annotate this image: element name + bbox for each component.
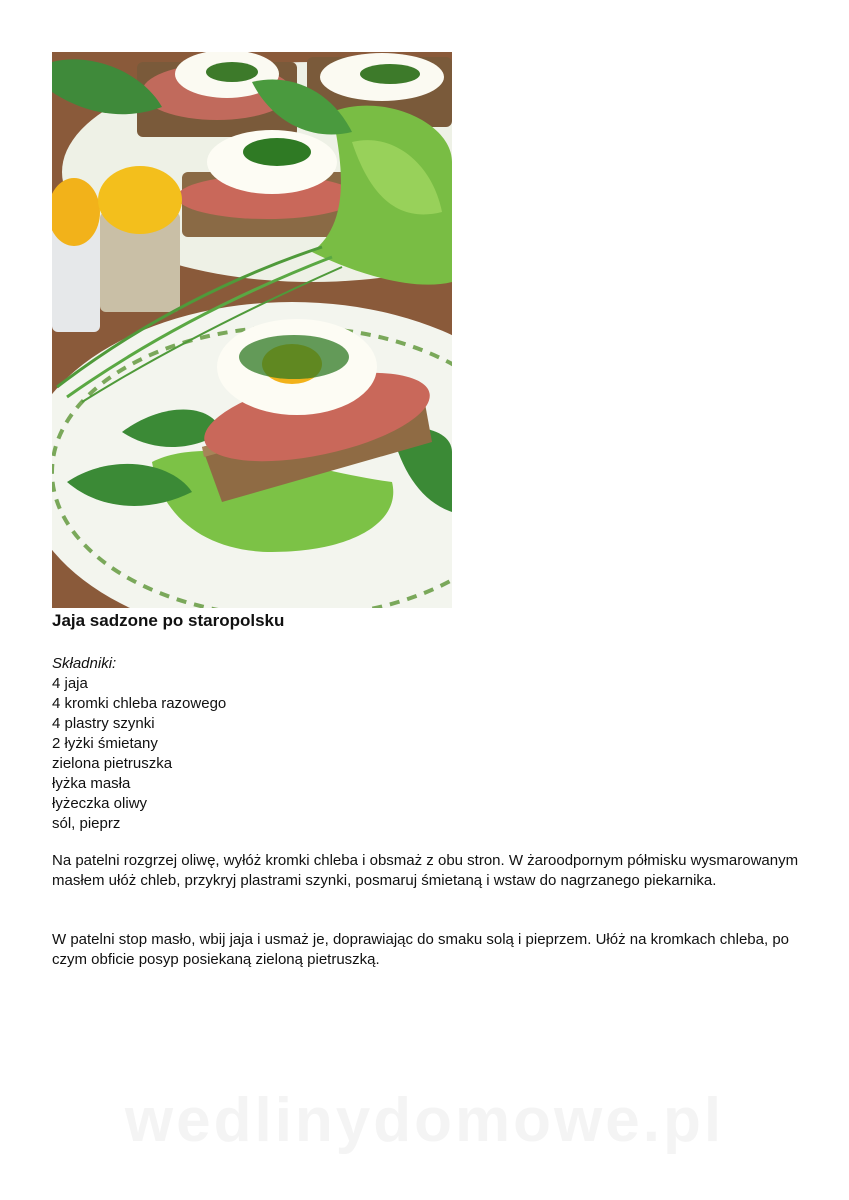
ingredient-item: 4 jaja [52, 675, 88, 692]
preparation-step-2: W patelni stop masło, wbij jaja i usmaż je, doprawiając do smaku solą i pieprzem. Ułóż na kromkach chleba, po czym obficie posyp posiekaną zieloną pietruszką. [52, 931, 789, 968]
dish-illustration [52, 52, 452, 608]
preparation-step-1: Na patelni rozgrzej oliwę, wyłóż kromki chleba i obsmaż z obu stron. W żaroodpornym półmisku wysmarowanym masłem ułóż chleb, przykryj plastrami szynki, posmaruj śmietaną i wstaw do nagrzanego piekarnika. [52, 852, 799, 889]
watermark: wedlinydomowe.pl [124, 1086, 725, 1155]
front-parsley [239, 335, 349, 379]
recipe-title: Jaja sadzone po staropolsku [52, 611, 285, 630]
back-parsley-right [360, 64, 420, 84]
recipe-photo [52, 52, 452, 608]
ingredient-item: 4 kromki chleba razowego [52, 695, 227, 712]
middle-parsley [243, 138, 311, 166]
pepper-shaker-cap [98, 166, 182, 234]
ingredient-item: łyżka masła [52, 775, 131, 792]
ingredient-item: sól, pieprz [52, 815, 121, 832]
ingredient-item: łyżeczka oliwy [52, 795, 148, 812]
ingredient-item: zielona pietruszka [52, 755, 173, 772]
ingredients-heading: Składniki: [52, 655, 117, 672]
ingredient-item: 4 plastry szynki [52, 715, 155, 732]
back-parsley [206, 62, 258, 82]
ingredient-item: 2 łyżki śmietany [52, 735, 158, 752]
ingredients-list [52, 654, 226, 834]
